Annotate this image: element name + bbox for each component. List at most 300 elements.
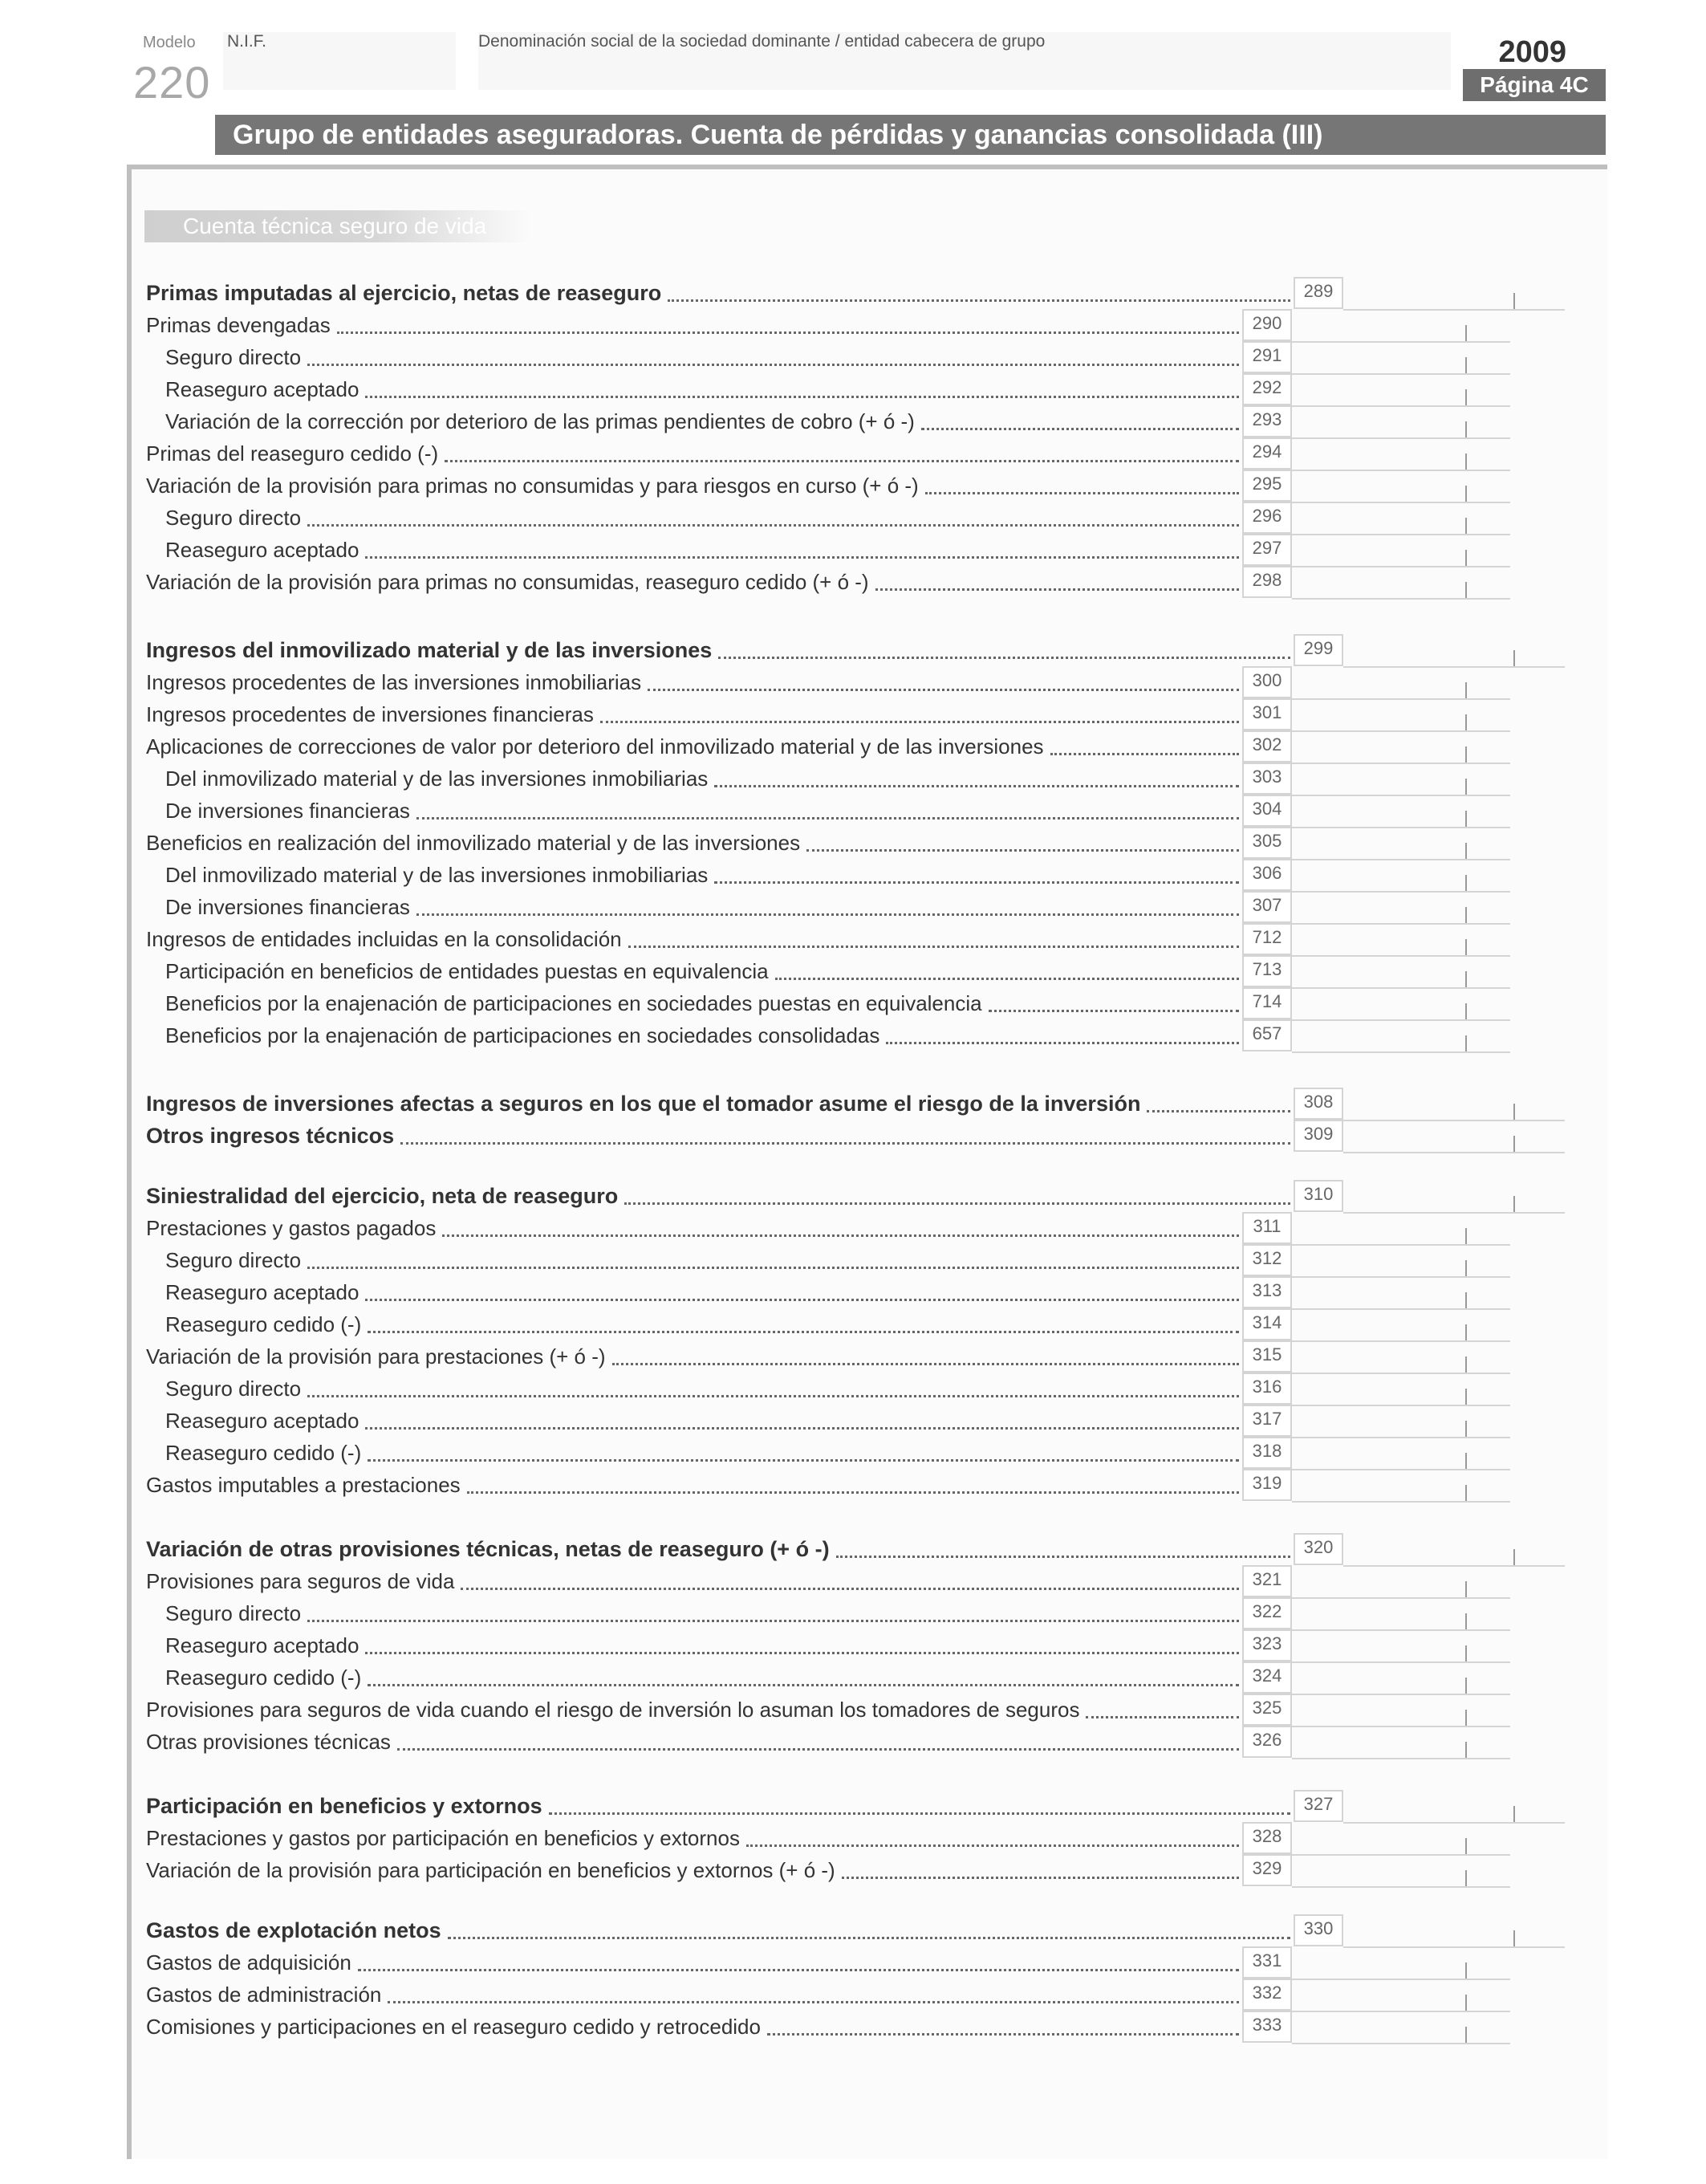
amount-field[interactable] <box>1292 1405 1510 1438</box>
decimal-separator-mark <box>1465 1678 1467 1694</box>
form-row <box>0 1373 1706 1405</box>
decimal-separator-mark <box>1465 1838 1467 1854</box>
decimal-separator-mark <box>1465 1389 1467 1405</box>
row-code: 312 <box>1242 1244 1292 1276</box>
decimal-separator-mark <box>1465 714 1467 730</box>
denominacion-label: Denominación social de la sociedad dominante / entidad cabecera de grupo <box>478 32 1046 51</box>
row-code: 331 <box>1242 1946 1292 1979</box>
leader-dots <box>416 817 1239 820</box>
amount-field[interactable] <box>1343 634 1565 668</box>
row-label: Prestaciones y gastos pagados <box>146 1216 437 1240</box>
form-row <box>0 1276 1706 1308</box>
row-code: 325 <box>1242 1694 1292 1726</box>
nif-label: N.I.F. <box>227 32 267 51</box>
row-code: 319 <box>1242 1469 1292 1501</box>
leader-dots <box>388 2001 1239 2003</box>
row-code: 326 <box>1242 1726 1292 1758</box>
leader-dots <box>445 460 1239 462</box>
form-row <box>0 859 1706 891</box>
amount-field[interactable] <box>1292 502 1510 535</box>
amount-field[interactable] <box>1292 891 1510 925</box>
row-label: Otras provisiones técnicas <box>146 1730 391 1754</box>
leader-dots <box>337 331 1239 334</box>
row-label: Seguro directo <box>165 1248 302 1272</box>
row-label: Provisiones para seguros de vida cuando el riesgo de inversión lo asuman los tomadores de seguros <box>146 1698 1080 1722</box>
amount-field[interactable] <box>1292 923 1510 957</box>
amount-field[interactable] <box>1292 309 1510 343</box>
amount-field[interactable] <box>1292 437 1510 471</box>
amount-field[interactable] <box>1292 1694 1510 1727</box>
row-code: 302 <box>1242 730 1292 763</box>
modelo-number: 220 <box>133 57 211 108</box>
decimal-separator-mark <box>1465 389 1467 405</box>
modelo-label: Modelo <box>143 34 196 51</box>
row-code: 299 <box>1294 634 1343 666</box>
amount-field[interactable] <box>1292 955 1510 989</box>
decimal-separator-mark <box>1513 1806 1515 1822</box>
amount-field[interactable] <box>1292 1597 1510 1631</box>
amount-field[interactable] <box>1292 1019 1510 1053</box>
row-label: Del inmovilizado material y de las inversiones inmobiliarias <box>165 863 709 887</box>
decimal-separator-mark <box>1465 1003 1467 1019</box>
decimal-separator-mark <box>1465 843 1467 859</box>
decimal-separator-mark <box>1465 421 1467 437</box>
row-label: Variación de la provisión para primas no consumidas y para riesgos en curso (+ ó -) <box>146 474 919 498</box>
row-code: 291 <box>1242 341 1292 373</box>
amount-field[interactable] <box>1292 1373 1510 1406</box>
decimal-separator-mark <box>1465 453 1467 470</box>
leader-dots <box>767 2033 1239 2036</box>
amount-field[interactable] <box>1292 1629 1510 1663</box>
form-row <box>0 309 1706 341</box>
form-row <box>0 1180 1706 1212</box>
form-row <box>0 1437 1706 1469</box>
leader-dots <box>365 1652 1239 1654</box>
leader-dots <box>718 657 1290 659</box>
decimal-separator-mark <box>1465 875 1467 891</box>
row-code: 712 <box>1242 923 1292 955</box>
amount-field[interactable] <box>1343 1088 1565 1121</box>
decimal-separator-mark <box>1465 779 1467 795</box>
amount-field[interactable] <box>1292 827 1510 860</box>
row-code: 304 <box>1242 795 1292 827</box>
leader-dots <box>842 1877 1239 1879</box>
row-code: 292 <box>1242 373 1292 405</box>
row-code: 294 <box>1242 437 1292 470</box>
decimal-separator-mark <box>1465 1613 1467 1629</box>
form-row <box>0 1726 1706 1758</box>
amount-field[interactable] <box>1292 763 1510 796</box>
leader-dots <box>368 1684 1239 1686</box>
row-code: 311 <box>1242 1212 1292 1244</box>
amount-field[interactable] <box>1292 1276 1510 1310</box>
form-row <box>0 1019 1706 1051</box>
leader-dots <box>307 1620 1239 1622</box>
leader-dots <box>1147 1110 1290 1112</box>
row-code: 300 <box>1242 666 1292 698</box>
row-code: 301 <box>1242 698 1292 730</box>
leader-dots <box>648 689 1239 691</box>
decimal-separator-mark <box>1465 907 1467 923</box>
decimal-separator-mark <box>1465 1995 1467 2011</box>
decimal-separator-mark <box>1465 1645 1467 1661</box>
form-row <box>0 1244 1706 1276</box>
leader-dots <box>775 978 1239 980</box>
amount-field[interactable] <box>1292 534 1510 567</box>
row-label: Gastos de adquisición <box>146 1950 351 1975</box>
form-row <box>0 1088 1706 1120</box>
row-code: 329 <box>1242 1854 1292 1886</box>
row-code: 293 <box>1242 405 1292 437</box>
row-code: 332 <box>1242 1979 1292 2011</box>
decimal-separator-mark <box>1465 582 1467 598</box>
form-row <box>0 437 1706 470</box>
amount-field[interactable] <box>1292 566 1510 600</box>
leader-dots <box>624 1202 1290 1205</box>
decimal-separator-mark <box>1465 518 1467 534</box>
decimal-separator-mark <box>1465 682 1467 698</box>
row-code: 333 <box>1242 2011 1292 2043</box>
form-row <box>0 1629 1706 1661</box>
row-label: Beneficios por la enajenación de participaciones en sociedades consolidadas <box>165 1023 880 1047</box>
amount-field[interactable] <box>1343 1914 1565 1948</box>
amount-field[interactable] <box>1343 1120 1565 1153</box>
row-code: 321 <box>1242 1565 1292 1597</box>
row-code: 714 <box>1242 987 1292 1019</box>
leader-dots <box>746 1844 1239 1847</box>
form-row <box>0 1946 1706 1979</box>
form-row <box>0 666 1706 698</box>
amount-field[interactable] <box>1292 1661 1510 1695</box>
decimal-separator-mark <box>1513 1136 1515 1152</box>
form-row <box>0 277 1706 309</box>
form-row <box>0 405 1706 437</box>
row-code: 306 <box>1242 859 1292 891</box>
amount-field[interactable] <box>1292 2011 1510 2044</box>
row-label: Variación de la corrección por deterioro de las primas pendientes de cobro (+ ó -) <box>165 409 915 433</box>
leader-dots <box>836 1556 1290 1558</box>
row-code: 320 <box>1294 1533 1343 1565</box>
decimal-separator-mark <box>1465 1870 1467 1886</box>
row-label: Seguro directo <box>165 345 302 369</box>
form-row <box>0 1694 1706 1726</box>
decimal-separator-mark <box>1513 1549 1515 1565</box>
row-code: 305 <box>1242 827 1292 859</box>
row-label: Seguro directo <box>165 1601 302 1625</box>
leader-dots <box>358 1969 1239 1971</box>
amount-field[interactable] <box>1292 1244 1510 1278</box>
decimal-separator-mark <box>1465 939 1467 955</box>
row-label: Reaseguro cedido (-) <box>165 1665 362 1690</box>
row-code: 296 <box>1242 502 1292 534</box>
row-label: Primas del reaseguro cedido (-) <box>146 441 439 466</box>
decimal-separator-mark <box>1513 1930 1515 1946</box>
row-label: Ingresos del inmovilizado material y de las inversiones <box>146 638 713 662</box>
amount-field[interactable] <box>1292 1340 1510 1374</box>
decimal-separator-mark <box>1465 1292 1467 1308</box>
leader-dots <box>921 428 1239 430</box>
decimal-separator-mark <box>1465 1228 1467 1244</box>
form-row <box>0 795 1706 827</box>
year-label: 2009 <box>1498 35 1566 69</box>
form-row <box>0 566 1706 598</box>
decimal-separator-mark <box>1513 1104 1515 1120</box>
row-code: 295 <box>1242 470 1292 502</box>
row-label: Variación de la provisión para participación en beneficios y extornos (+ ó -) <box>146 1858 835 1882</box>
row-code: 328 <box>1242 1822 1292 1854</box>
row-label: Prestaciones y gastos por participación en beneficios y extornos <box>146 1826 740 1850</box>
row-code: 289 <box>1294 277 1343 309</box>
decimal-separator-mark <box>1513 1196 1515 1212</box>
amount-field[interactable] <box>1292 470 1510 503</box>
decimal-separator-mark <box>1465 1710 1467 1726</box>
amount-field[interactable] <box>1292 987 1510 1021</box>
decimal-separator-mark <box>1465 2027 1467 2043</box>
form-row <box>0 373 1706 405</box>
leader-dots <box>365 1427 1239 1430</box>
form-row <box>0 1914 1706 1946</box>
form-row <box>0 2011 1706 2043</box>
leader-dots <box>612 1363 1239 1365</box>
form-row <box>0 1212 1706 1244</box>
decimal-separator-mark <box>1513 650 1515 666</box>
leader-dots <box>714 881 1239 884</box>
amount-field[interactable] <box>1292 341 1510 375</box>
form-row <box>0 730 1706 763</box>
row-code: 303 <box>1242 763 1292 795</box>
row-label: Gastos imputables a prestaciones <box>146 1473 461 1497</box>
form-row <box>0 1533 1706 1565</box>
amount-field[interactable] <box>1292 698 1510 732</box>
decimal-separator-mark <box>1465 1485 1467 1501</box>
row-code: 309 <box>1294 1120 1343 1152</box>
amount-field[interactable] <box>1292 405 1510 439</box>
leader-dots <box>368 1331 1239 1333</box>
amount-field[interactable] <box>1292 1212 1510 1246</box>
decimal-separator-mark <box>1465 1421 1467 1437</box>
decimal-separator-mark <box>1513 293 1515 309</box>
row-label: Reaseguro aceptado <box>165 1633 359 1657</box>
leader-dots <box>368 1459 1239 1462</box>
decimal-separator-mark <box>1465 1742 1467 1758</box>
leader-dots <box>448 1937 1290 1939</box>
form-row <box>0 470 1706 502</box>
leader-dots <box>875 588 1239 591</box>
row-label: Ingresos de inversiones afectas a seguros en los que el tomador asume el riesgo de la inversión <box>146 1092 1141 1116</box>
row-code: 290 <box>1242 309 1292 341</box>
form-row <box>0 987 1706 1019</box>
decimal-separator-mark <box>1465 1324 1467 1340</box>
decimal-separator-mark <box>1465 1356 1467 1373</box>
row-label: Gastos de administración <box>146 1983 382 2007</box>
decimal-separator-mark <box>1465 550 1467 566</box>
form-row <box>0 1979 1706 2011</box>
decimal-separator-mark <box>1465 811 1467 827</box>
row-code: 310 <box>1294 1180 1343 1212</box>
leader-dots <box>365 556 1239 559</box>
decimal-separator-mark <box>1465 1962 1467 1979</box>
row-code: 322 <box>1242 1597 1292 1629</box>
form-row <box>0 1120 1706 1152</box>
row-code: 308 <box>1294 1088 1343 1120</box>
row-label: Participación en beneficios y extornos <box>146 1794 542 1818</box>
leader-dots <box>365 396 1239 398</box>
row-label: Reaseguro aceptado <box>165 538 359 562</box>
row-code: 316 <box>1242 1373 1292 1405</box>
leader-dots <box>1086 1716 1239 1718</box>
form-row <box>0 763 1706 795</box>
row-label: Comisiones y participaciones en el reaseguro cedido y retrocedido <box>146 2015 761 2039</box>
page-badge: Página 4C <box>1463 69 1606 101</box>
row-label: Ingresos procedentes de las inversiones inmobiliarias <box>146 670 642 694</box>
row-label: Provisiones para seguros de vida <box>146 1569 455 1593</box>
decimal-separator-mark <box>1465 1260 1467 1276</box>
row-label: Ingresos procedentes de inversiones financieras <box>146 702 594 726</box>
leader-dots <box>628 946 1239 948</box>
decimal-separator-mark <box>1465 1453 1467 1469</box>
row-code: 330 <box>1294 1914 1343 1946</box>
leader-dots <box>307 524 1239 527</box>
leader-dots <box>668 299 1290 302</box>
leader-dots <box>806 849 1239 852</box>
row-code: 313 <box>1242 1276 1292 1308</box>
form-row <box>0 827 1706 859</box>
leader-dots <box>307 1395 1239 1397</box>
amount-field[interactable] <box>1292 1822 1510 1856</box>
row-code: 297 <box>1242 534 1292 566</box>
row-label: Reaseguro cedido (-) <box>165 1441 362 1465</box>
leader-dots <box>467 1491 1239 1494</box>
amount-field[interactable] <box>1343 1790 1565 1824</box>
amount-field[interactable] <box>1292 1437 1510 1470</box>
row-code: 713 <box>1242 955 1292 987</box>
leader-dots <box>461 1588 1239 1590</box>
row-label: Beneficios por la enajenación de participaciones en sociedades puestas en equivalencia <box>165 991 982 1015</box>
row-code: 323 <box>1242 1629 1292 1661</box>
row-label: Del inmovilizado material y de las inversiones inmobiliarias <box>165 767 709 791</box>
amount-field[interactable] <box>1292 1565 1510 1599</box>
row-label: Reaseguro cedido (-) <box>165 1312 362 1336</box>
row-code: 314 <box>1242 1308 1292 1340</box>
row-label: Participación en beneficios de entidades puestas en equivalencia <box>165 959 769 983</box>
amount-field[interactable] <box>1292 1979 1510 2012</box>
leader-dots <box>549 1812 1290 1815</box>
leader-dots <box>307 364 1239 366</box>
amount-field[interactable] <box>1292 1854 1510 1888</box>
decimal-separator-mark <box>1465 357 1467 373</box>
row-label: Reaseguro aceptado <box>165 1280 359 1304</box>
form-row <box>0 923 1706 955</box>
leader-dots <box>1050 753 1239 755</box>
row-label: Gastos de explotación netos <box>146 1918 441 1942</box>
row-code: 324 <box>1242 1661 1292 1694</box>
leader-dots <box>886 1042 1239 1044</box>
row-code: 327 <box>1294 1790 1343 1822</box>
row-code: 317 <box>1242 1405 1292 1437</box>
leader-dots <box>600 721 1239 723</box>
page-title: Grupo de entidades aseguradoras. Cuenta de pérdidas y ganancias consolidada (III) <box>215 115 1606 155</box>
decimal-separator-mark <box>1465 746 1467 763</box>
row-code: 657 <box>1242 1019 1292 1051</box>
row-code: 307 <box>1242 891 1292 923</box>
row-label: Variación de otras provisiones técnicas, netas de reaseguro (+ ó -) <box>146 1537 830 1561</box>
leader-dots <box>989 1010 1239 1012</box>
row-code: 298 <box>1242 566 1292 598</box>
decimal-separator-mark <box>1465 971 1467 987</box>
form-row <box>0 955 1706 987</box>
form-row <box>0 1308 1706 1340</box>
form-row <box>0 534 1706 566</box>
row-label: Seguro directo <box>165 1377 302 1401</box>
row-label: Ingresos de entidades incluidas en la consolidación <box>146 927 622 951</box>
row-label: Siniestralidad del ejercicio, neta de reaseguro <box>146 1184 619 1208</box>
decimal-separator-mark <box>1465 1035 1467 1051</box>
row-label: Beneficios en realización del inmovilizado material y de las inversiones <box>146 831 801 855</box>
amount-field[interactable] <box>1343 1533 1565 1567</box>
amount-field[interactable] <box>1292 859 1510 893</box>
amount-field[interactable] <box>1292 666 1510 700</box>
amount-field[interactable] <box>1292 373 1510 407</box>
form-row <box>0 1405 1706 1437</box>
form-row <box>0 1469 1706 1501</box>
form-row <box>0 1854 1706 1886</box>
row-label: Primas devengadas <box>146 313 331 337</box>
row-label: Seguro directo <box>165 506 302 530</box>
row-code: 318 <box>1242 1437 1292 1469</box>
row-code: 315 <box>1242 1340 1292 1373</box>
amount-field[interactable] <box>1292 1946 1510 1980</box>
form-row <box>0 1822 1706 1854</box>
leader-dots <box>442 1234 1239 1237</box>
row-label: De inversiones financieras <box>165 799 410 823</box>
decimal-separator-mark <box>1465 486 1467 502</box>
amount-field[interactable] <box>1343 277 1565 311</box>
form-row <box>0 891 1706 923</box>
leader-dots <box>397 1748 1239 1751</box>
row-label: Reaseguro aceptado <box>165 377 359 401</box>
form-row <box>0 1597 1706 1629</box>
section-title: Cuenta técnica seguro de vida <box>144 210 530 242</box>
form-row <box>0 341 1706 373</box>
form-row <box>0 1565 1706 1597</box>
leader-dots <box>416 913 1239 916</box>
row-label: Primas imputadas al ejercicio, netas de reaseguro <box>146 281 662 305</box>
row-label: De inversiones financieras <box>165 895 410 919</box>
leader-dots <box>925 492 1239 494</box>
form-row <box>0 1661 1706 1694</box>
form-row <box>0 634 1706 666</box>
form-row <box>0 698 1706 730</box>
amount-field[interactable] <box>1292 1308 1510 1342</box>
row-label: Aplicaciones de correcciones de valor por deterioro del inmovilizado material y de las inversiones <box>146 734 1044 759</box>
leader-dots <box>365 1299 1239 1301</box>
row-label: Variación de la provisión para primas no consumidas, reaseguro cedido (+ ó -) <box>146 570 869 594</box>
form-row <box>0 1790 1706 1822</box>
leader-dots <box>400 1142 1290 1145</box>
form-row <box>0 502 1706 534</box>
amount-field[interactable] <box>1292 1469 1510 1503</box>
row-label: Variación de la provisión para prestaciones (+ ó -) <box>146 1344 606 1369</box>
amount-field[interactable] <box>1292 730 1510 764</box>
amount-field[interactable] <box>1343 1180 1565 1214</box>
decimal-separator-mark <box>1465 325 1467 341</box>
leader-dots <box>307 1267 1239 1269</box>
decimal-separator-mark <box>1465 1581 1467 1597</box>
form-row <box>0 1340 1706 1373</box>
row-label: Reaseguro aceptado <box>165 1409 359 1433</box>
amount-field[interactable] <box>1292 1726 1510 1759</box>
amount-field[interactable] <box>1292 795 1510 828</box>
